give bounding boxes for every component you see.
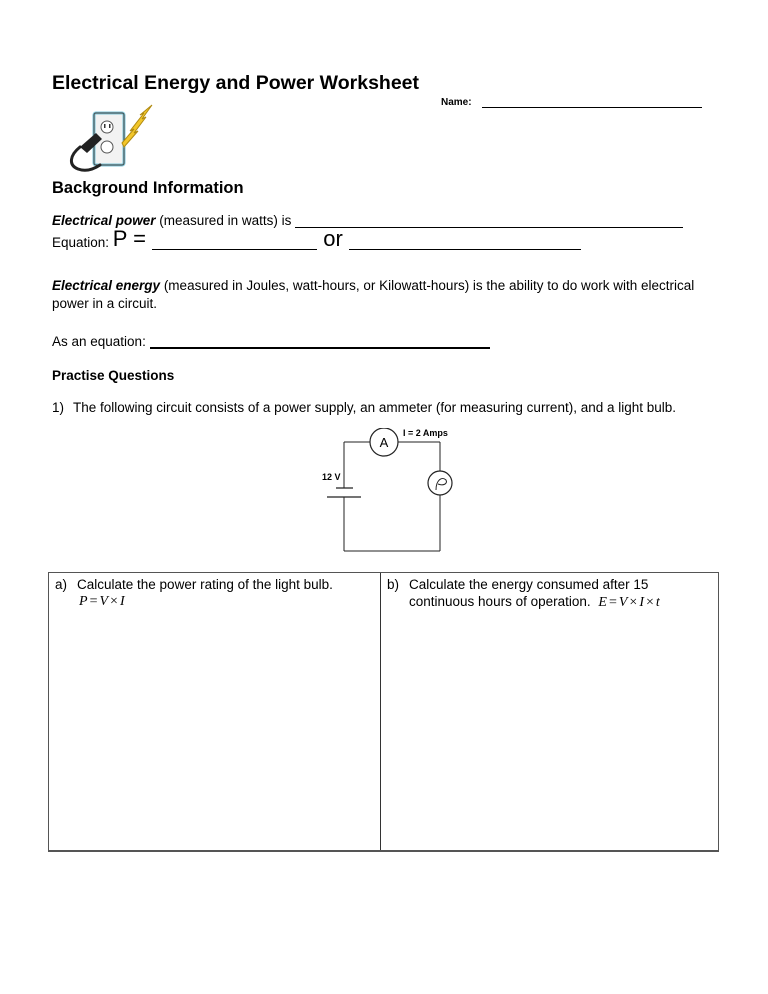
- electrical-energy-text: (measured in Joules, watt-hours, or Kilowatt-hours) is the ability to do work with electrical power in a circuit.: [52, 278, 695, 311]
- equation-or: or: [317, 226, 349, 251]
- circuit-diagram: [300, 428, 460, 558]
- background-heading: Background Information: [52, 179, 244, 197]
- power-equation-blank-2[interactable]: [349, 249, 581, 250]
- name-label: Name:: [441, 97, 472, 108]
- current-label: I = 2 Amps: [403, 428, 448, 438]
- part-b: [387, 576, 712, 611]
- part-a: [55, 576, 374, 610]
- answer-cell-b[interactable]: [381, 573, 718, 850]
- as-equation-label: As an equation:: [52, 334, 150, 349]
- question-1-text: The following circuit consists of a power supply, an ammeter (for measuring current), and a light bulb.: [73, 400, 677, 415]
- voltage-label: 12 V: [322, 472, 341, 482]
- equation-label: Equation:: [52, 235, 113, 250]
- energy-formula: E = V × I × t: [598, 595, 660, 610]
- power-equation-blank-1[interactable]: [152, 249, 317, 250]
- ammeter-label: A: [379, 435, 389, 450]
- question-1-number: 1): [52, 400, 65, 415]
- equation-p: P =: [112, 226, 153, 251]
- answer-cell-a[interactable]: [49, 573, 381, 850]
- electrical-energy-definition: [52, 277, 712, 313]
- worksheet-title: Electrical Energy and Power Worksheet: [52, 72, 420, 94]
- part-b-label: b): [387, 577, 400, 592]
- part-a-label: a): [55, 577, 68, 592]
- energy-equation-blank[interactable]: [150, 347, 490, 349]
- power-equation-row: [52, 228, 581, 250]
- electrical-power-term: Electrical power: [52, 213, 156, 228]
- practise-heading: Practise Questions: [52, 368, 175, 383]
- answer-table: [48, 572, 719, 852]
- power-formula: P = V × I: [79, 594, 125, 609]
- electrical-energy-term: Electrical energy: [52, 278, 161, 293]
- electrical-outlet-plug-lightning-icon: [60, 103, 160, 178]
- question-1: [52, 399, 712, 416]
- part-b-text: Calculate the energy consumed after 15 continuous hours of operation.: [409, 577, 649, 609]
- part-a-text: Calculate the power rating of the light bulb.: [77, 577, 333, 592]
- name-field-row: [441, 97, 702, 108]
- energy-equation-row: [52, 334, 490, 349]
- electrical-power-text: (measured in watts) is: [155, 213, 296, 228]
- name-input-line[interactable]: [482, 97, 702, 108]
